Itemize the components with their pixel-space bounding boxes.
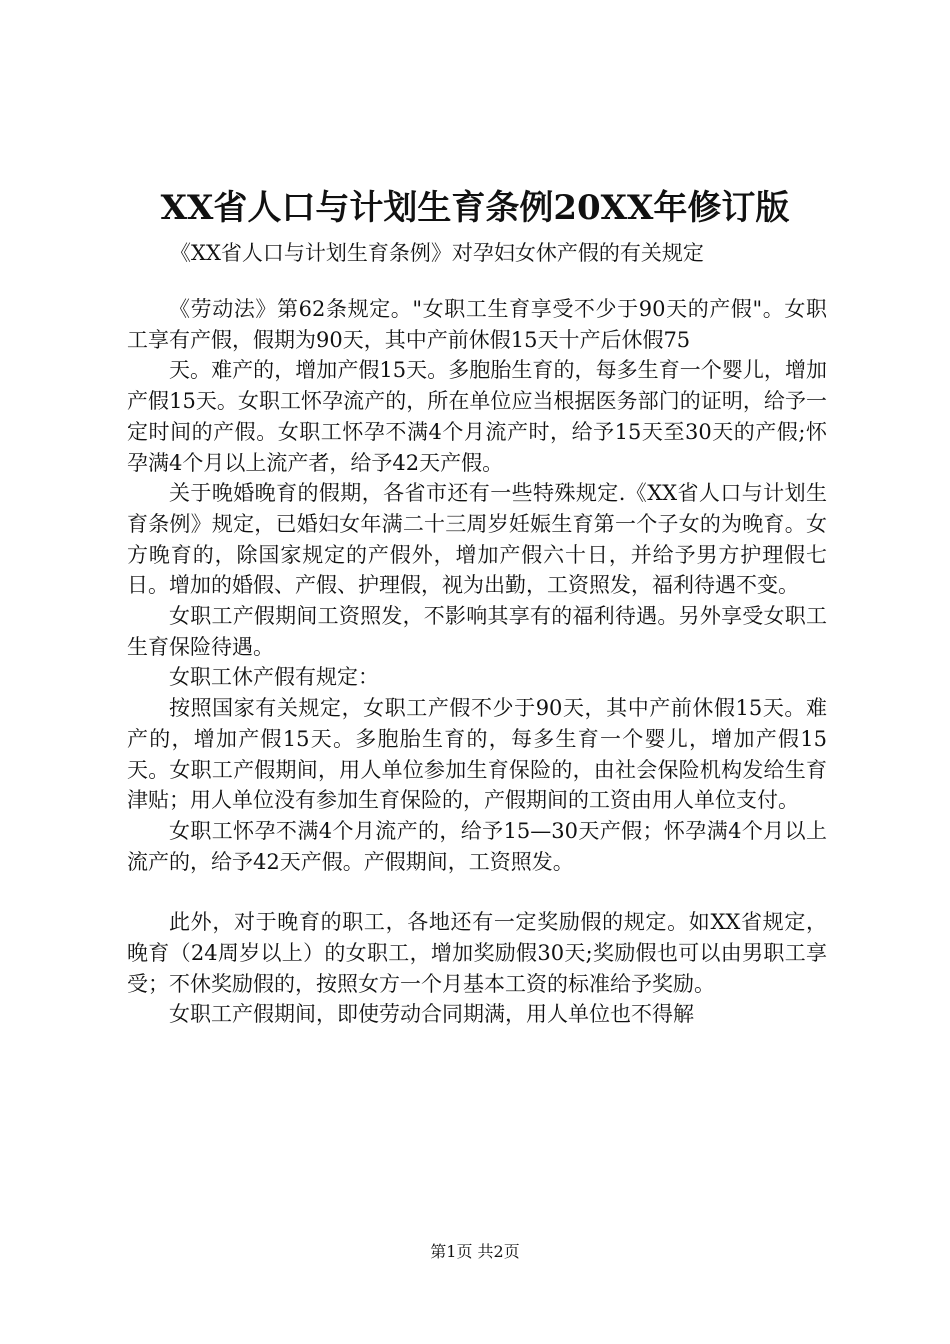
paragraph-gap [127, 877, 827, 907]
paragraph-1: 《劳动法》第62条规定。"女职工生育享受不少于90天的产假"。女职工享有产假，假期为90天，其中产前休假15天十产后休假75 [127, 297, 827, 352]
paragraph-4: 女职工产假期间工资照发，不影响其享有的福利待遇。另外享受女职工生育保险待遇。 [127, 604, 827, 659]
paragraph-9: 女职工产假期间，即使劳动合同期满，用人单位也不得解 [169, 1002, 694, 1027]
paragraph-7: 女职工怀孕不满4个月流产的，给予15—30天产假；怀孕满4个月以上流产的，给予42天产假。产假期间，工资照发。 [127, 818, 827, 874]
paragraph-3: 关于晚婚晚育的假期，各省市还有一些特殊规定.《XX省人口与计划生育条例》规定，已婚妇女年满二十三周岁妊娠生育第一个子女的为晚育。女方晚育的，除国家规定的产假外，增加产假六十日，并给予男方护理假七日。增加的婚假、产假、护理假，视为出勤，工资照发，福利待遇不变。 [127, 481, 827, 598]
paragraph-5: 女职工休产假有规定： [169, 665, 379, 690]
paragraph-6: 按照国家有关规定，女职工产假不少于90天，其中产前休假15天。难产的，增加产假15天。多胞胎生育的，每多生育一个婴儿，增加产假15天。女职工产假期间，用人单位参加生育保险的，由社会保险机构发给生育津贴；用人单位没有参加生育保险的，产假期间的工资由用人单位支付。 [127, 696, 827, 813]
document-body [127, 294, 827, 1030]
document-subtitle: 《XX省人口与计划生育条例》对孕妇女休产假的有关规定 [170, 241, 704, 265]
paragraph-2: 天。难产的，增加产假15天。多胞胎生育的，每多生育一个婴儿，增加产假15天。女职工怀孕流产的，所在单位应当根据医务部门的证明，给予一定时间的产假。女职工怀孕不满4个月流产时，给予15天至30天的产假;怀孕满4个月以上流产者，给予42天产假。 [127, 358, 827, 475]
document-title: XX省人口与计划生育条例20XX年修订版 [160, 188, 790, 228]
paragraph-8: 此外，对于晚育的职工，各地还有一定奖励假的规定。如XX省规定，晚育（24周岁以上）的女职工，增加奖励假30天;奖励假也可以由男职工享受；不休奖励假的，按照女方一个月基本工资的标准给予奖励。 [127, 910, 827, 996]
page-footer: 第1页 共2页 [430, 1242, 520, 1261]
